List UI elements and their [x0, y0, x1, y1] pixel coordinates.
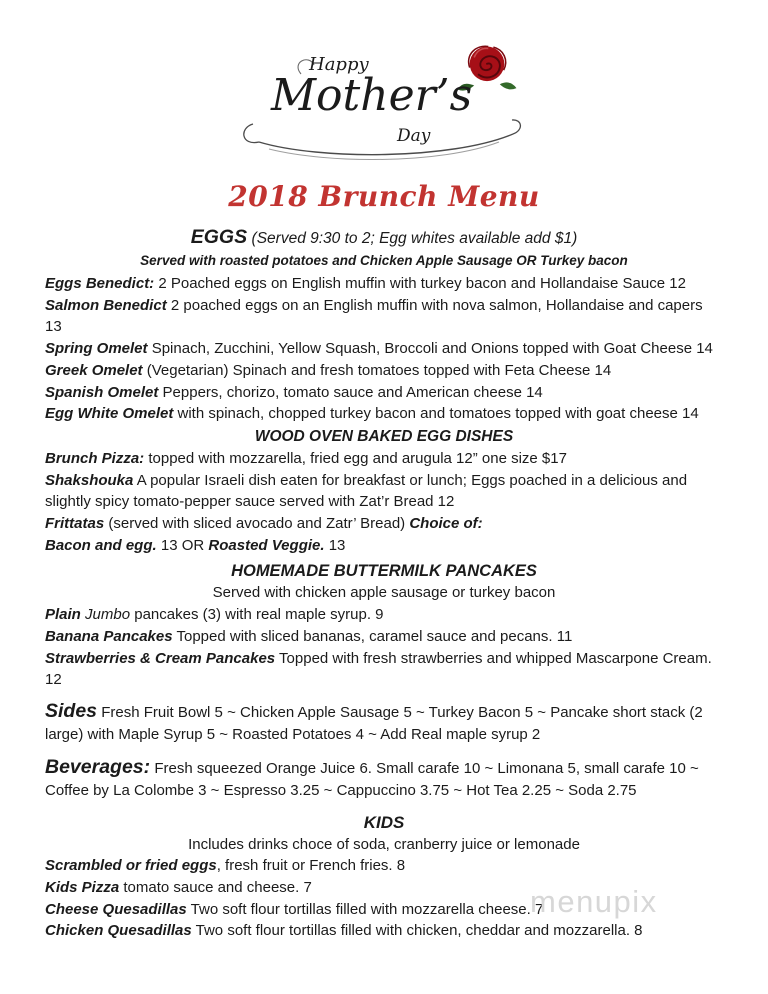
menu-item-strawberries-cream-pancakes — [45, 648, 723, 691]
beverages-paragraph — [45, 756, 723, 803]
item-name: Brunch Pizza: — [45, 449, 145, 467]
menu-item-chicken-quesadillas — [45, 920, 723, 942]
item-price-or: 13 OR — [160, 536, 205, 554]
menu-item-spanish-omelet — [45, 382, 723, 404]
menu-item-banana-pancakes — [45, 626, 723, 648]
item-name: Strawberries & Cream Pancakes — [45, 649, 276, 667]
beverages-label: Beverages: — [45, 755, 151, 778]
item-name: Bacon and egg. — [45, 536, 157, 554]
item-name: Eggs Benedict: — [45, 275, 155, 292]
item-price: 13 — [328, 536, 346, 554]
logo-happy-text: Happy — [309, 54, 369, 75]
wood-oven-heading: WOOD OVEN BAKED EGG DISHES — [254, 427, 514, 445]
item-desc: (Vegetarian) Spinach and fresh tomatoes topped with Feta Cheese 14 — [146, 361, 612, 379]
watermark: menupix — [530, 884, 658, 919]
item-desc: , fresh fruit or French fries. 8 — [216, 857, 406, 875]
eggs-heading-text: EGGS — [190, 226, 248, 248]
eggs-subheading: Served with roasted potatoes and Chicken Apple Sausage OR Turkey bacon — [140, 253, 628, 268]
menu-item-shakshouka — [45, 470, 723, 513]
item-desc: 2 Poached eggs on English muffin with turkey bacon and Hollandaise Sauce 12 — [158, 275, 686, 292]
eggs-heading — [45, 225, 723, 251]
menu-item-spring-omelet — [45, 338, 723, 360]
item-desc: Spinach, Zucchini, Yellow Squash, Broccoli and Onions topped with Goat Cheese 14 — [151, 340, 713, 358]
item-name: Salmon Benedict — [45, 296, 167, 314]
sides-label: Sides — [45, 699, 98, 722]
menu-item-egg-white-omelet — [45, 403, 723, 425]
kids-heading: KIDS — [363, 812, 405, 832]
eggs-heading-note: (Served 9:30 to 2; Egg whites available add $1) — [251, 230, 578, 247]
item-name: Spring Omelet — [45, 340, 148, 358]
item-name: Frittatas — [45, 515, 105, 533]
item-desc: 2 poached eggs on an English muffin with nova salmon, Hollandaise and capers 13 — [45, 296, 703, 336]
item-desc: Topped with sliced bananas, caramel sauce and pecans. 11 — [176, 627, 573, 645]
menu-title: 2018 Brunch Menu — [228, 180, 540, 213]
item-desc: tomato sauce and cheese. 7 — [123, 878, 312, 896]
pancakes-heading: HOMEMADE BUTTERMILK PANCAKES — [231, 562, 537, 581]
item-desc: topped with mozzarella, fried egg and arugula 12” one size $17 — [148, 449, 567, 467]
sides-text: Fresh Fruit Bowl 5 ~ Chicken Apple Sausage 5 ~ Turkey Bacon 5 ~ Pancake short stack (2 large) with Maple Syrup 5 ~ Roasted Potatoes 4 ~ Add Real maple syrup 2 — [45, 703, 703, 744]
item-desc: (served with sliced avocado and Zatr’ Bread) — [108, 515, 406, 533]
item-name: Scrambled or fried eggs — [45, 857, 217, 875]
sides-paragraph — [45, 700, 723, 747]
item-name-2: Roasted Veggie. — [208, 536, 325, 554]
item-desc: Peppers, chorizo, tomato sauce and American cheese 14 — [162, 383, 543, 401]
item-name: Egg White Omelet — [45, 405, 174, 423]
item-name: Spanish Omelet — [45, 383, 159, 401]
menu-item-plain-pancakes — [45, 604, 723, 626]
item-name: Greek Omelet — [45, 361, 143, 379]
menu-item-brunch-pizza — [45, 448, 723, 470]
logo-day-text: Day — [397, 126, 431, 146]
kids-subheading: Includes drinks choce of soda, cranberry juice or lemonade — [188, 835, 580, 853]
item-desc: Two soft flour tortillas filled with chicken, cheddar and mozzarella. 8 — [195, 922, 643, 940]
menu-item-frittata-choices — [45, 535, 723, 557]
item-desc: with spinach, chopped turkey bacon and tomatoes topped with goat cheese 14 — [177, 405, 699, 423]
item-name: Banana Pancakes — [45, 627, 173, 645]
item-desc: pancakes (3) with real maple syrup. 9 — [134, 606, 384, 624]
item-desc: Two soft flour tortillas filled with mozzarella cheese. 7 — [190, 900, 544, 918]
item-name: Plain — [45, 606, 81, 624]
menu-item-scrambled-eggs — [45, 855, 723, 877]
mothers-day-logo — [269, 48, 499, 160]
item-name: Kids Pizza — [45, 878, 120, 896]
menu-item-greek-omelet — [45, 360, 723, 382]
item-name: Cheese Quesadillas — [45, 900, 187, 918]
beverages-text: Fresh squeezed Orange Juice 6. Small carafe 10 ~ Limonana 5, small carafe 10 ~ Coffee by La Colombe 3 ~ Espresso 3.25 ~ Cappuccino 3.75 ~ Hot Tea 2.25 ~ Soda 2.75 — [45, 759, 699, 800]
item-choice-label: Choice of: — [409, 515, 483, 533]
item-desc: Topped with fresh strawberries and whipped Mascarpone Cream. 12 — [45, 649, 712, 689]
pancakes-subheading: Served with chicken apple sausage or turkey bacon — [212, 584, 556, 602]
menu-item-frittatas — [45, 513, 723, 535]
item-name: Shakshouka — [45, 471, 134, 489]
menu-item-salmon-benedict — [45, 295, 723, 338]
menu-item-eggs-benedict — [45, 273, 723, 295]
logo-mothers-text: Mother’s — [271, 70, 473, 121]
item-name: Chicken Quesadillas — [45, 922, 192, 940]
item-name-em: Jumbo — [85, 606, 131, 624]
item-desc: A popular Israeli dish eaten for breakfast or lunch; Eggs poached in a delicious and slightly spicy tomato-pepper sauce served with Zat’r Bread 12 — [45, 471, 688, 511]
